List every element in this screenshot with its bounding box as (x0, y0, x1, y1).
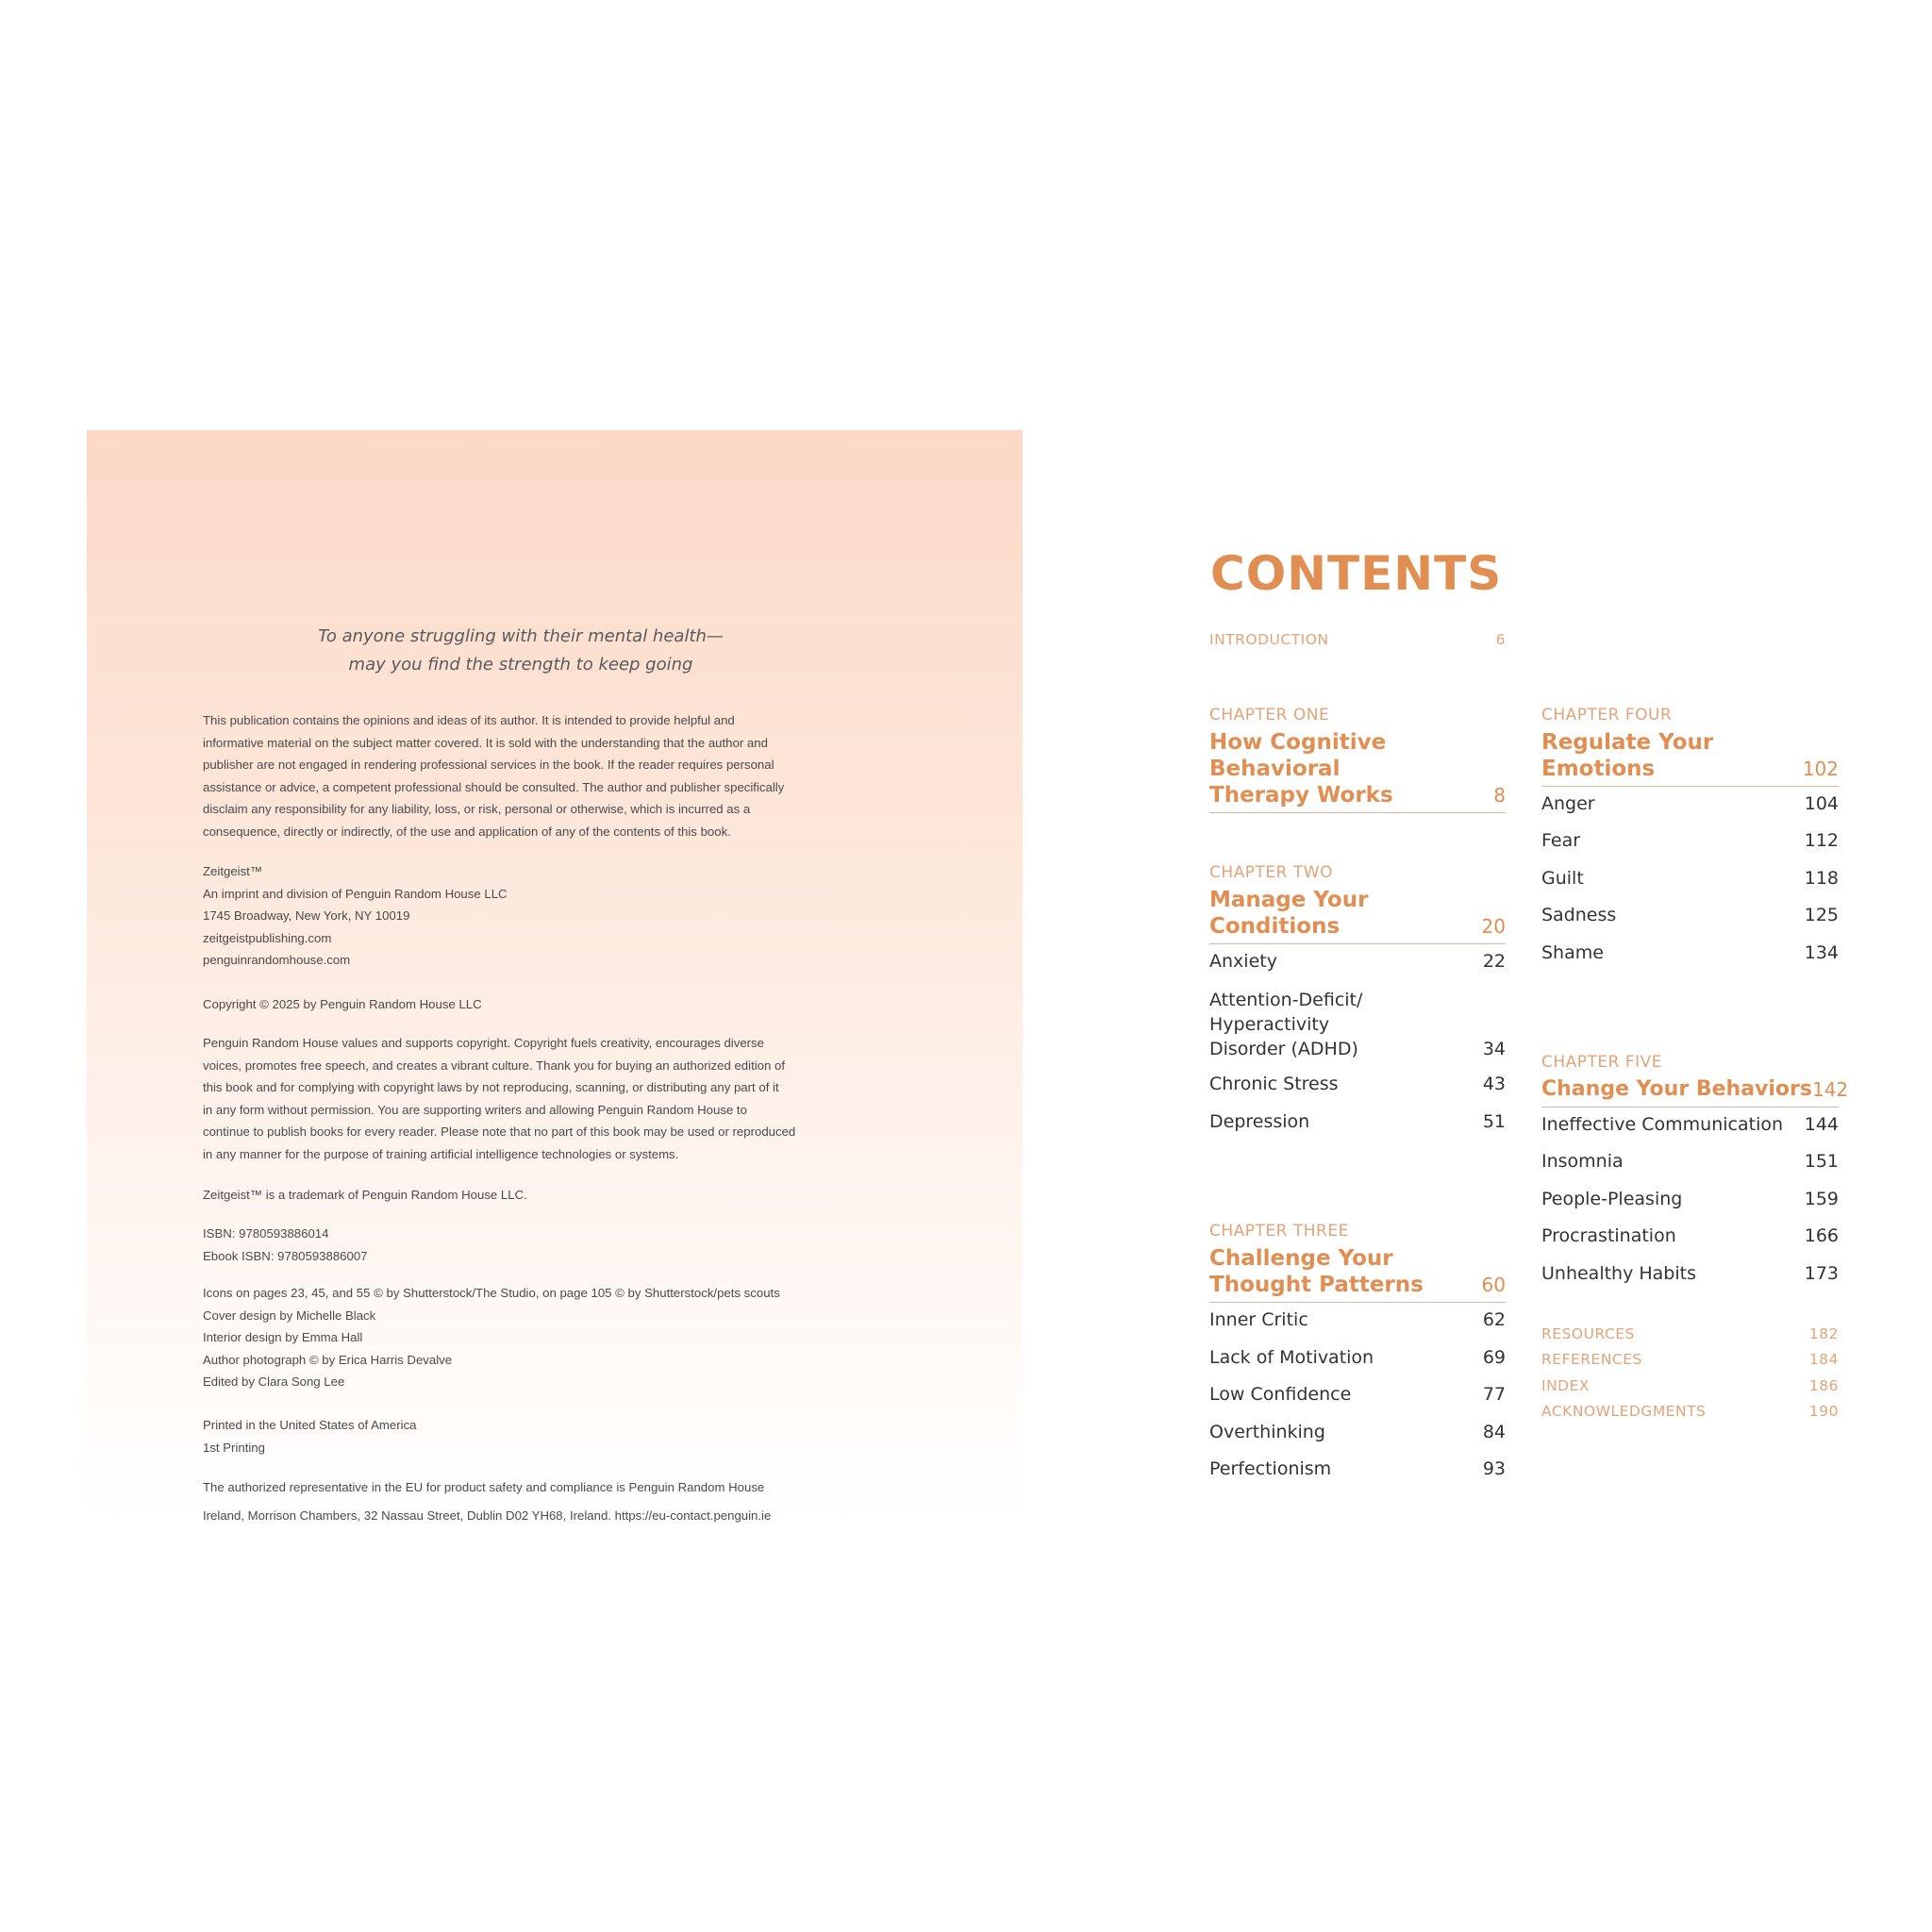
toc-entry[interactable] (1541, 942, 1839, 963)
toc-entry-label: INDEX (1541, 1377, 1591, 1394)
toc-entry[interactable] (1541, 1114, 1839, 1135)
toc-entry-label: People-Pleasing (1541, 1189, 1683, 1209)
toc-page-number: 190 (1808, 1403, 1839, 1420)
chapter-title: Change Your Behaviors (1541, 1077, 1812, 1101)
printing-block (203, 1414, 417, 1458)
text-line: This publication contains the opinions and ideas of its author. It is intended to provide helpful and (203, 713, 735, 727)
toc-entry-label: Sadness (1541, 905, 1617, 925)
toc-page-number: 104 (1804, 793, 1839, 814)
toc-entry-label: Depression (1209, 1111, 1310, 1132)
text-line: Printed in the United States of America (203, 1418, 417, 1432)
toc-page-number: 159 (1804, 1189, 1839, 1209)
toc-entry[interactable] (1209, 1384, 1506, 1405)
toc-entry-label: Unhealthy Habits (1541, 1263, 1696, 1284)
toc-page-number: 22 (1482, 951, 1506, 972)
toc-back-matter-entry[interactable] (1541, 1351, 1839, 1368)
toc-chapter-one[interactable] (1209, 729, 1506, 813)
text-line: Zeitgeist™ is a trademark of Penguin Random House LLC. (203, 1188, 527, 1202)
toc-entry[interactable] (1209, 1458, 1506, 1479)
text-line: 1st Printing (203, 1440, 265, 1455)
text-line: Author photograph © by Erica Harris Devalve (203, 1352, 453, 1367)
toc-entry[interactable] (1541, 868, 1839, 889)
toc-entry-label: Insomnia (1541, 1151, 1624, 1172)
toc-page-number: 102 (1802, 758, 1839, 780)
toc-entry-label: Guilt (1541, 868, 1584, 889)
text-line: Ebook ISBN: 9780593886007 (203, 1248, 368, 1263)
toc-page-number: 125 (1804, 905, 1839, 925)
credits-block (203, 1282, 780, 1393)
toc-page-number: 142 (1811, 1078, 1849, 1101)
text-line: in any form without permission. You are supporting writers and allowing Penguin Random House to (203, 1102, 747, 1117)
title-line: Behavioral (1209, 757, 1341, 781)
toc-entry[interactable] (1541, 1151, 1839, 1172)
title-line: Manage Your (1209, 888, 1369, 912)
trademark-line (203, 1184, 527, 1207)
toc-entry-label: Perfectionism (1209, 1458, 1332, 1479)
text-line: continue to publish books for every reader. Please note that no part of this book may be used or reproduced (203, 1124, 796, 1140)
toc-entry[interactable] (1209, 1074, 1506, 1094)
chapter-one-label: CHAPTER ONE (1209, 706, 1330, 724)
toc-entry-label: Chronic Stress (1209, 1074, 1339, 1094)
toc-page-number: 134 (1804, 942, 1839, 963)
toc-chapter-five[interactable] (1541, 1076, 1849, 1108)
toc-page-number: 51 (1482, 1111, 1506, 1132)
toc-entry-label: Inner Critic (1209, 1309, 1308, 1330)
text-line: Copyright © 2025 by Penguin Random House LLC (203, 997, 482, 1011)
title-line: Conditions (1209, 914, 1341, 939)
text-line: penguinrandomhouse.com (203, 953, 351, 968)
toc-entry[interactable] (1209, 951, 1506, 972)
toc-page-number: 60 (1481, 1274, 1506, 1296)
text-line: Zeitgeist™ (203, 864, 263, 878)
toc-entry[interactable] (1209, 1422, 1506, 1442)
toc-page-number: 173 (1804, 1263, 1839, 1284)
text-line: informative material on the subject matter covered. It is sold with the understanding that the author and (203, 735, 768, 750)
toc-page-number: 182 (1808, 1325, 1839, 1342)
chapter-four-label: CHAPTER FOUR (1541, 706, 1673, 724)
toc-entry-label: ACKNOWLEDGMENTS (1541, 1403, 1707, 1420)
chapter-three-label: CHAPTER THREE (1209, 1222, 1349, 1241)
toc-page-number: 62 (1482, 1309, 1506, 1330)
text-line: publisher are not engaged in rendering professional services in the book. If the reader requires personal (203, 758, 774, 773)
title-line: Therapy Works (1209, 783, 1393, 808)
text-line: An imprint and division of Penguin Random House LLC (203, 886, 508, 901)
toc-entry-label: Procrastination (1541, 1225, 1676, 1246)
toc-back-matter-entry[interactable] (1541, 1325, 1839, 1342)
toc-entry-label: Overthinking (1209, 1422, 1325, 1442)
toc-entry-label: Fear (1541, 830, 1581, 851)
text-line: Penguin Random House values and supports copyright. Copyright fuels creativity, encourages diverse (203, 1036, 764, 1050)
title-line: How Cognitive (1209, 730, 1387, 755)
isbn-block (203, 1223, 368, 1267)
toc-entry[interactable] (1209, 1347, 1506, 1368)
text-line: disclaim any responsibility for any liability, loss, or risk, personal or otherwise, which is incurred as a (203, 802, 751, 817)
disclaimer-paragraph (203, 709, 784, 843)
copyright-statement (203, 1032, 795, 1166)
toc-entry[interactable] (1541, 905, 1839, 925)
dedication (87, 623, 955, 679)
toc-chapter-four[interactable] (1541, 729, 1839, 787)
title-line: Emotions (1541, 757, 1656, 781)
text-line: this book and for complying with copyright laws by not reproducing, scanning, or distributing any part of it (203, 1080, 779, 1095)
text-line: in any manner for the purpose of training artificial intelligence technologies or systems. (203, 1146, 679, 1161)
toc-page-number: 144 (1804, 1114, 1839, 1135)
toc-entry-label: Shame (1541, 942, 1604, 963)
toc-page-number: 69 (1482, 1347, 1506, 1368)
text-line: Interior design by Emma Hall (203, 1330, 363, 1345)
toc-back-matter-entry[interactable] (1541, 1403, 1839, 1420)
toc-page-number: 20 (1481, 915, 1506, 938)
toc-chapter-three[interactable] (1209, 1245, 1506, 1303)
copyright-line (203, 993, 482, 1016)
toc-entry-label (1209, 988, 1362, 1061)
text-line: Icons on pages 23, 45, and 55 © by Shutterstock/The Studio, on page 105 © by Shutterstock/pets scouts (203, 1286, 780, 1300)
toc-page-number: 43 (1482, 1074, 1506, 1094)
toc-introduction[interactable] (1209, 631, 1506, 648)
text-line: voices, promotes free speech, and creates a vibrant culture. Thank you for buying an authorized edition of (203, 1058, 785, 1073)
label-line: Attention-Deficit/ (1209, 990, 1363, 1010)
toc-page-number: 6 (1495, 631, 1506, 648)
chapter-title (1541, 729, 1713, 782)
text-line: The authorized representative in the EU for product safety and compliance is Penguin Random House (203, 1480, 765, 1494)
text-line: assistance or advice, a competent professional should be consulted. The author and publisher specifically (203, 779, 785, 794)
toc-page-number: 34 (1482, 1039, 1506, 1059)
toc-entry-label: Low Confidence (1209, 1384, 1352, 1405)
chapter-title (1209, 729, 1393, 808)
publisher-block (203, 860, 508, 972)
toc-entry-label: INTRODUCTION (1209, 631, 1329, 648)
toc-page-number: 77 (1482, 1384, 1506, 1405)
title-line: Thought Patterns (1209, 1273, 1424, 1297)
toc-entry[interactable] (1541, 1263, 1839, 1284)
toc-entry[interactable] (1209, 988, 1506, 1061)
chapter-title (1209, 887, 1368, 940)
toc-entry-label: REFERENCES (1541, 1351, 1642, 1368)
text-line: Cover design by Michelle Black (203, 1307, 376, 1323)
dedication-line: To anyone struggling with their mental health— (318, 626, 724, 646)
toc-entry[interactable] (1541, 1225, 1839, 1246)
text-line: ISBN: 9780593886014 (203, 1226, 329, 1241)
toc-entry-label: Anger (1541, 793, 1595, 814)
toc-entry[interactable] (1541, 830, 1839, 851)
toc-page-number: 186 (1808, 1377, 1839, 1394)
label-line: Disorder (ADHD) (1209, 1039, 1358, 1059)
toc-page-number: 118 (1804, 868, 1839, 889)
toc-entry[interactable] (1541, 793, 1839, 814)
toc-entry-label: Lack of Motivation (1209, 1347, 1374, 1368)
toc-page-number: 84 (1482, 1422, 1506, 1442)
toc-entry[interactable] (1209, 1111, 1506, 1132)
text-line: Ireland, Morrison Chambers, 32 Nassau Street, Dublin D02 YH68, Ireland. https://eu-contact.penguin.ie (203, 1508, 772, 1523)
title-line: Regulate Your (1541, 730, 1714, 755)
toc-entry-label: RESOURCES (1541, 1325, 1635, 1342)
toc-entry-label: Ineffective Communication (1541, 1114, 1784, 1135)
chapter-two-label: CHAPTER TWO (1209, 863, 1333, 882)
toc-page-number: 151 (1804, 1151, 1839, 1172)
contents-title: CONTENTS (1210, 546, 1503, 601)
toc-entry[interactable] (1209, 1309, 1506, 1330)
dedication-line: may you find the strength to keep going (348, 655, 693, 675)
toc-page-number: 112 (1804, 830, 1839, 851)
text-line: 1745 Broadway, New York, NY 10019 (203, 908, 410, 924)
toc-page-number: 93 (1482, 1458, 1506, 1479)
toc-page-number: 166 (1804, 1225, 1839, 1246)
toc-page-number: 8 (1493, 784, 1506, 807)
chapter-title (1209, 1245, 1424, 1298)
eu-representative (203, 1474, 771, 1530)
label-line: Hyperactivity (1209, 1014, 1330, 1035)
toc-chapter-two[interactable] (1209, 887, 1506, 944)
toc-entry-label: Anxiety (1209, 951, 1277, 972)
toc-back-matter-entry[interactable] (1541, 1377, 1839, 1394)
toc-entry[interactable] (1541, 1189, 1839, 1209)
text-line: zeitgeistpublishing.com (203, 930, 332, 945)
chapter-five-label: CHAPTER FIVE (1541, 1053, 1663, 1072)
title-line: Challenge Your (1209, 1246, 1393, 1271)
text-line: Edited by Clara Song Lee (203, 1374, 345, 1390)
toc-page-number: 184 (1808, 1351, 1839, 1368)
text-line: consequence, directly or indirectly, of the use and application of any of the contents of this book. (203, 824, 731, 839)
